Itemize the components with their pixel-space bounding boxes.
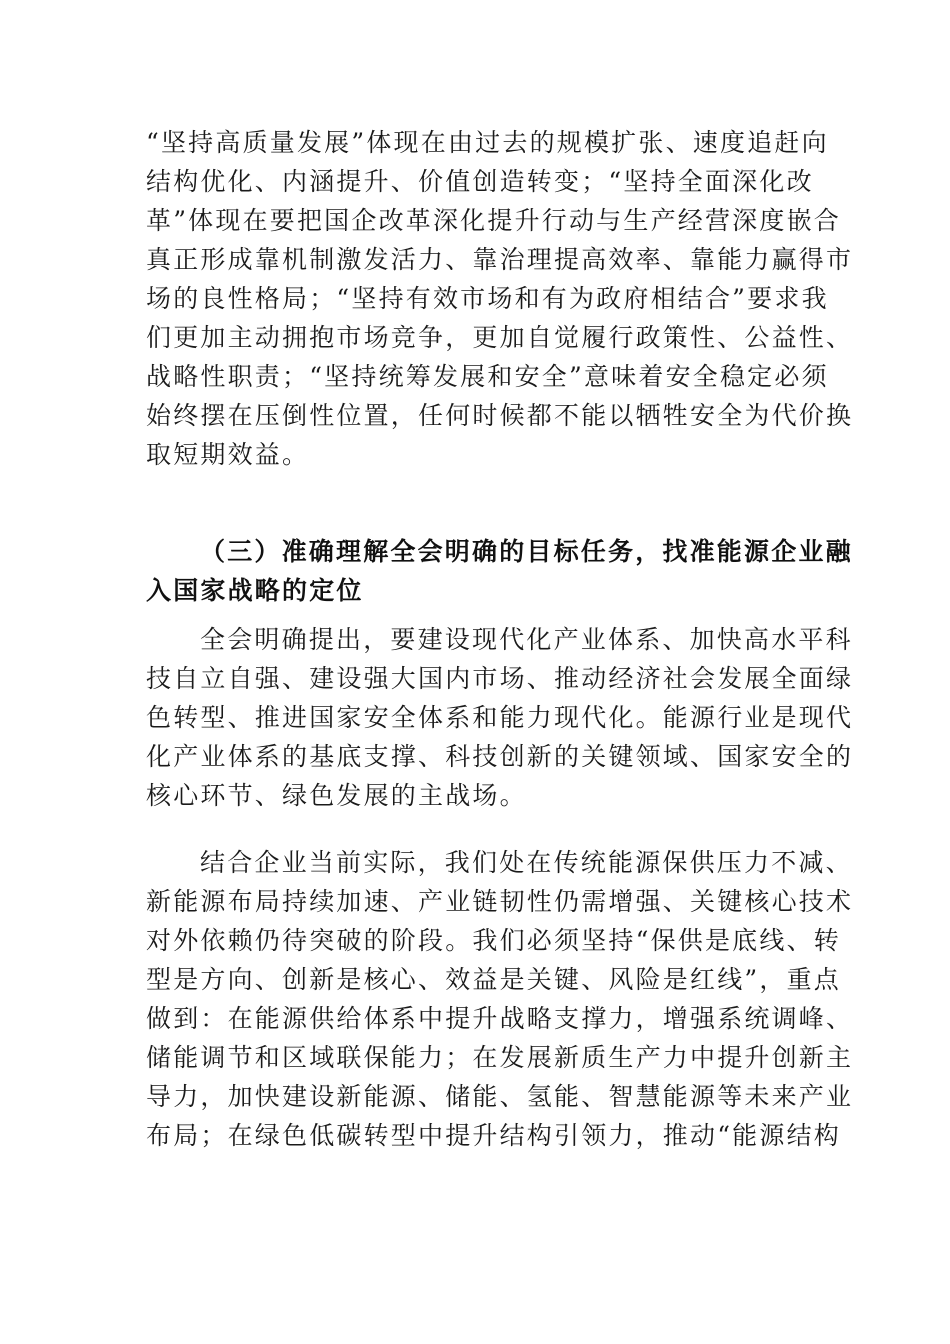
text-line: 布局；在绿色低碳转型中提升结构引领力，推动“能源结构: [146, 1121, 841, 1150]
text-line: 储能调节和区域联保能力；在发展新质生产力中提升创新主: [146, 1043, 854, 1072]
text-line: 真正形成靠机制激发活力、靠治理提高效率、靠能力赢得市: [146, 245, 854, 274]
paragraph-1: [146, 123, 854, 474]
section-heading: [146, 532, 853, 610]
heading-line: 入国家战略的定位: [146, 576, 364, 605]
text-line: 战略性职责；“坚持统筹发展和安全”意味着安全稳定必须: [146, 362, 829, 391]
text-line: 导力，加快建设新能源、储能、氢能、智慧能源等未来产业: [146, 1082, 854, 1111]
heading-line: （三）准确理解全会明确的目标任务，找准能源企业融: [200, 537, 853, 566]
paragraph-3: [146, 843, 854, 1155]
text-line: 对外依赖仍待突破的阶段。我们必须坚持“保供是底线、转: [146, 926, 841, 955]
text-line: 全会明确提出，要建设现代化产业体系、加快高水平科: [200, 625, 853, 654]
text-line: 核心环节、绿色发展的主战场。: [146, 781, 527, 810]
paragraph-2: [146, 620, 854, 815]
text-line: 革”体现在要把国企改革深化提升行动与生产经营深度嵌合: [146, 206, 841, 235]
text-line: 取短期效益。: [146, 440, 310, 469]
text-line: 新能源布局持续加速、产业链韧性仍需增强、关键核心技术: [146, 887, 854, 916]
text-line: 做到：在能源供给体系中提升战略支撑力，增强系统调峰、: [146, 1004, 854, 1033]
text-line: 型是方向、创新是核心、效益是关键、风险是红线”，重点: [146, 965, 841, 994]
text-line: 结合企业当前实际，我们处在传统能源保供压力不减、: [200, 848, 853, 877]
text-line: 色转型、推进国家安全体系和能力现代化。能源行业是现代: [146, 703, 854, 732]
text-line: 技自立自强、建设强大国内市场、推动经济社会发展全面绿: [146, 664, 854, 693]
text-line: 结构优化、内涵提升、价值创造转变；“坚持全面深化改: [146, 167, 814, 196]
text-line: “坚持高质量发展”体现在由过去的规模扩张、速度追赶向: [146, 128, 829, 157]
text-line: 化产业体系的基底支撑、科技创新的关键领域、国家安全的: [146, 742, 854, 771]
text-line: 场的良性格局；“坚持有效市场和有为政府相结合”要求我: [146, 284, 829, 313]
text-line: 始终摆在压倒性位置，任何时候都不能以牺牲安全为代价换: [146, 401, 854, 430]
text-line: 们更加主动拥抱市场竞争，更加自觉履行政策性、公益性、: [146, 323, 854, 352]
